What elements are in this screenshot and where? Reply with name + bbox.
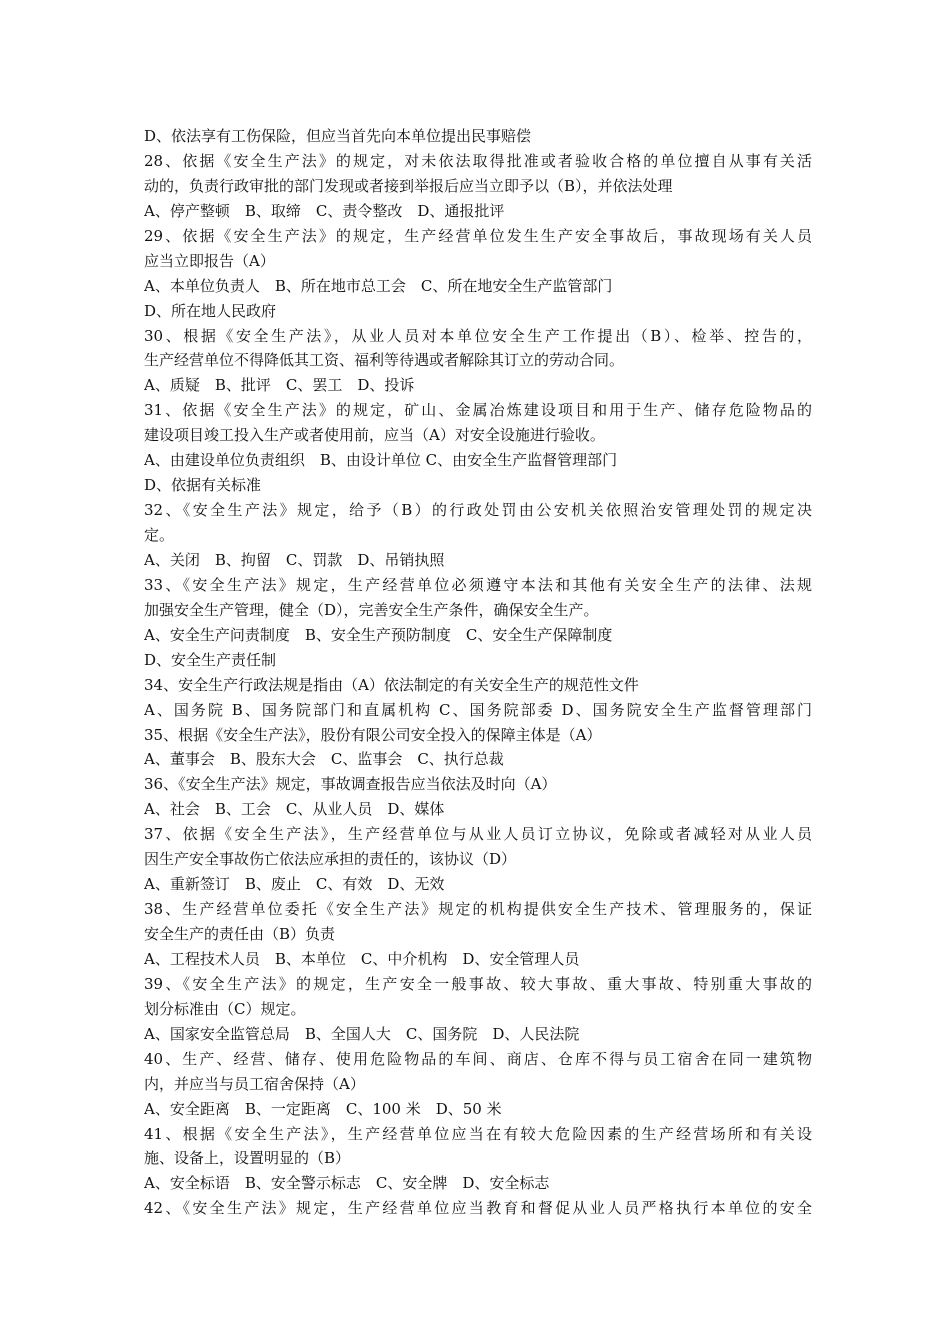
text-line: A、国务院 B、国务院部门和直属机构 C、国务院部委 D、国务院安全生产监督管理部门 [144, 700, 812, 719]
text-line: 内，并应当与员工宿舍保持（A） [144, 1074, 365, 1093]
text-line: A、安全生产问责制度 B、安全生产预防制度 C、安全生产保障制度 [144, 625, 613, 644]
text-line: 37、依据《安全生产法》，生产经营单位与从业人员订立协议，免除或者减轻对从业人员 [144, 825, 812, 844]
text-line: 安全生产的责任由（B）负责 [144, 925, 336, 943]
text-line: A、工程技术人员 B、本单位 C、中介机构 D、安全管理人员 [144, 949, 580, 968]
text-line: 32、《安全生产法》规定，给予（B）的行政处罚由公安机关依照治安管理处罚的规定决 [144, 501, 812, 520]
text-line: A、本单位负责人 B、所在地市总工会 C、所在地安全生产监管部门 [144, 276, 613, 295]
text-line: 29、依据《安全生产法》的规定，生产经营单位发生生产安全事故后，事故现场有关人员 [144, 226, 812, 245]
text-line: 因生产安全事故伤亡依法应承担的责任的，该协议（D） [144, 850, 517, 869]
text-line: A、由建设单位负责组织 B、由设计单位 C、由安全生产监督管理部门 [144, 451, 618, 470]
text-line: 35、根据《安全生产法》，股份有限公司安全投入的保障主体是（A） [144, 725, 602, 744]
text-line: 38、生产经营单位委托《安全生产法》规定的机构提供安全生产技术、管理服务的，保证 [144, 900, 812, 919]
text-line: A、董事会 B、股东大会 C、监事会 C、执行总裁 [144, 750, 504, 769]
text-line: A、质疑 B、批评 C、罢工 D、投诉 [144, 376, 415, 395]
text-line: 应当立即报告（A） [144, 251, 275, 270]
text-line: 生产经营单位不得降低其工资、福利等待遇或者解除其订立的劳动合同。 [144, 351, 625, 370]
text-line: 施、设备上，设置明显的（B） [144, 1149, 351, 1168]
text-line: 40、生产、经营、储存、使用危险物品的车间、商店、仓库不得与员工宿舍在同一建筑物 [144, 1049, 812, 1068]
text-line: 加强安全生产管理，健全（D），完善安全生产条件，确保安全生产。 [144, 600, 599, 619]
text-line: 36、《安全生产法》规定，事故调查报告应当依法及时向（A） [144, 775, 557, 794]
text-line: 划分标准由（C）规定。 [144, 999, 306, 1018]
text-line: D、依法享有工伤保险，但应当首先向本单位提出民事赔偿 [144, 127, 532, 145]
text-line: D、安全生产责任制 [144, 650, 277, 669]
text-line: A、安全标语 B、安全警示标志 C、安全牌 D、安全标志 [144, 1174, 550, 1193]
document-page [144, 124, 812, 1221]
text-line: 建设项目竣工投入生产或者使用前，应当（A）对安全设施进行验收。 [144, 426, 605, 445]
text-line: 42、《安全生产法》规定，生产经营单位应当教育和督促从业人员严格执行本单位的安全 [144, 1199, 812, 1218]
text-line: 33、《安全生产法》规定，生产经营单位必须遵守本法和其他有关安全生产的法律、法规 [144, 575, 812, 594]
text-line: 31、依据《安全生产法》的规定，矿山、金属冶炼建设项目和用于生产、储存危险物品的 [144, 401, 812, 420]
text-line: 28、依据《安全生产法》的规定，对未依法取得批准或者验收合格的单位擅自从事有关活 [144, 151, 812, 170]
text-line: A、关闭 B、拘留 C、罚款 D、吊销执照 [144, 550, 445, 569]
text-line: 41、根据《安全生产法》，生产经营单位应当在有较大危险因素的生产经营场所和有关设 [144, 1124, 812, 1143]
text-line: A、停产整顿 B、取缔 C、责令整改 D、通报批评 [144, 201, 505, 220]
text-line: 30、根据《安全生产法》，从业人员对本单位安全生产工作提出（B）、检举、控告的， [144, 326, 812, 345]
text-line: D、依据有关标准 [144, 476, 262, 495]
text-line: A、重新签订 B、废止 C、有效 D、无效 [144, 875, 445, 894]
text-line: 定。 [144, 526, 175, 544]
text-line: 动的，负责行政审批的部门发现或者接到举报后应当立即予以（B），并依法处理 [144, 176, 673, 195]
text-line: 39、《安全生产法》的规定，生产安全一般事故、较大事故、重大事故、特别重大事故的 [144, 974, 812, 993]
text-line: D、所在地人民政府 [144, 301, 277, 320]
text-line: 34、安全生产行政法规是指由（A）依法制定的有关安全生产的规范性文件 [144, 675, 639, 694]
text-line: A、社会 B、工会 C、从业人员 D、媒体 [144, 800, 445, 819]
text-line: A、安全距离 B、一定距离 C、100 米 D、50 米 [144, 1099, 502, 1118]
text-line: A、国家安全监管总局 B、全国人大 C、国务院 D、人民法院 [144, 1024, 580, 1043]
